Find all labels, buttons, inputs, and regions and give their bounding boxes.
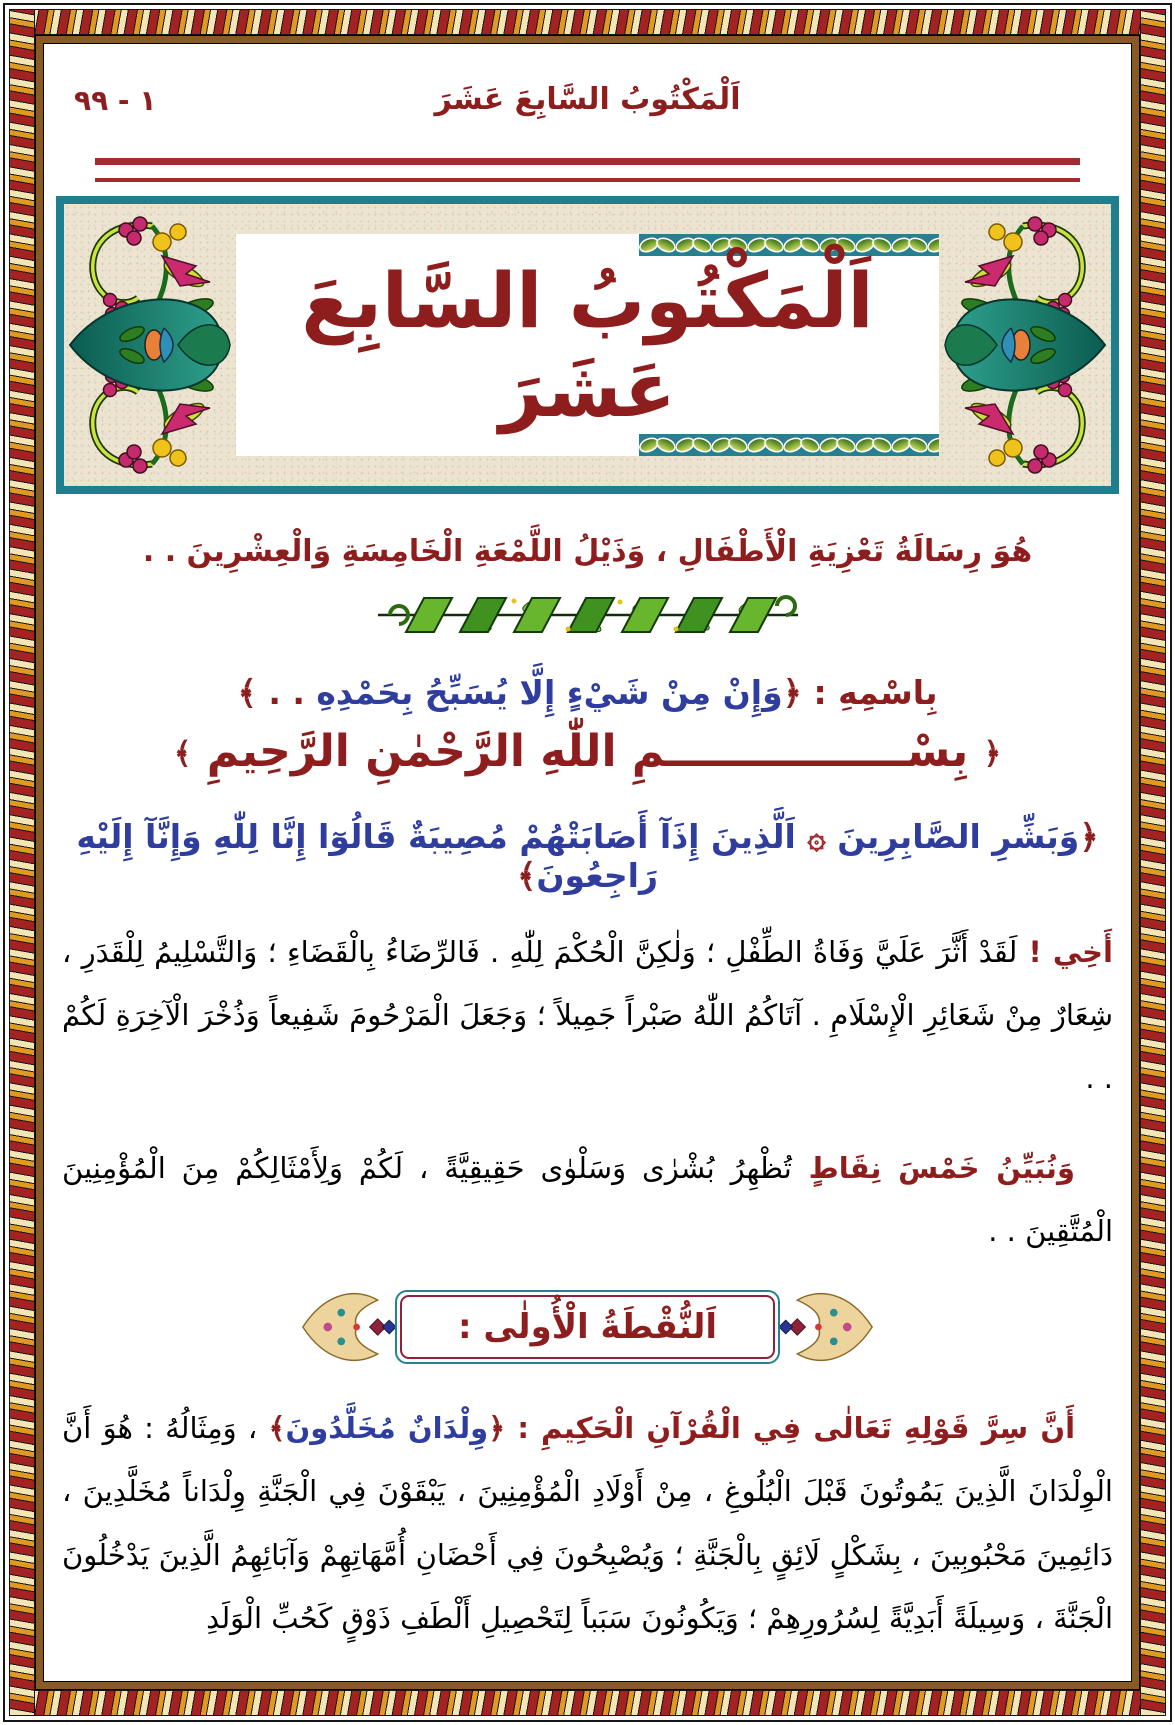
border-chain-left <box>9 9 35 1716</box>
leaf-garland-divider-icon <box>368 593 808 637</box>
verse-part2: اَلَّذِينَ إِذَآ أَصَابَتْهُمْ مُصِيبَةٌ قَالُوٓا إِنَّا لِلّٰهِ وَإِنَّآ إِلَيْهِ رَاجِعُونَ <box>76 817 808 895</box>
para2-lead: وَنُبَيِّنُ خَمْسَ نِقَاطٍ <box>791 1150 1075 1185</box>
verse-open-bracket: ﴿ <box>1079 817 1099 856</box>
ornate-close-bracket: . . ﴾ <box>237 673 317 712</box>
quran-verse-line <box>52 817 1123 895</box>
page-header <box>52 46 1123 134</box>
sprig-ornament-right-icon <box>780 1283 876 1371</box>
verse-close-bracket: ﴾ <box>517 856 537 895</box>
bismillah-left-ornament-icon: ﴾ <box>173 736 192 772</box>
para2-body: تُظْهِرُ بُشْرٰى وَسَلْوٰى حَقِيقِيَّةً ، لَكُمْ وَلِأَمْثَالِكُمْ مِنَ الْمُؤْمِنِينَ الْمُتَّقِينَ . . <box>62 1150 1113 1248</box>
leaf-chain-band-top <box>639 234 939 256</box>
border-chain-bottom <box>9 1690 1166 1716</box>
header-divider-rule <box>95 158 1080 182</box>
para3-lead: أَنَّ سِرَّ قَوْلِهِ تَعَالٰى فِي الْقُرْآنِ الْحَكِيمِ : <box>505 1411 1076 1446</box>
chapter-title: اَلْمَكْتُوبُ السَّابِعَ عَشَرَ <box>301 256 874 434</box>
point-heading-box <box>395 1290 780 1364</box>
quote-open-bracket: ﴿ <box>488 1411 506 1446</box>
leaf-chain-band-bottom <box>639 434 939 456</box>
bismillah-calligraphy <box>52 726 1123 777</box>
point-heading-box-inner <box>400 1295 775 1359</box>
paragraph-five-points <box>62 1137 1113 1263</box>
point-heading-row <box>52 1283 1123 1371</box>
bismillah-text: بِسْــــــــــــــــمِ اللّٰهِ الرَّحْمٰنِ الرَّحِيمِ <box>206 726 969 777</box>
para1-lead: أَخِي ! <box>1017 935 1113 969</box>
border-chain-right <box>1140 9 1166 1716</box>
bismillah-right-ornament-icon: ﴿ <box>983 736 1002 772</box>
title-box-panel <box>236 234 939 456</box>
border-chain-top <box>9 9 1166 35</box>
bismihi-label: بِاسْمِهِ : <box>801 673 938 712</box>
chapter-title-box <box>56 196 1119 494</box>
paragraph-condolence <box>62 921 1113 1111</box>
ornate-open-bracket: ﴿ <box>782 673 802 712</box>
paragraph-point-one <box>62 1397 1113 1650</box>
page-content <box>52 46 1123 1679</box>
quote-close-bracket: ﴾ <box>268 1411 286 1446</box>
page-number: ١ - ٩٩ <box>74 84 157 117</box>
para1-body: لَقَدْ أَثَّرَ عَلَيَّ وَفَاةُ الطِّفْلِ ؛ وَلٰكِنَّ الْحُكْمَ لِلّٰهِ . فَالرِّضَاءُ بِالْقَضَاءِ ؛ وَالتَّسْلِيمُ لِلْقَدَرِ ، شِعَارٌ مِنْ شَعَائِرِ الْإِسْلَامِ . آتَاكُمُ اللّٰهُ صَبْراً جَمِيلاً ؛ وَجَعَلَ الْمَرْحُومَ شَفِيعاً وَذُخْرَ الْآخِرَةِ لَكُمْ . . <box>62 935 1113 1096</box>
para3-body: ، وَمِثَالُهُ : هُوَ أَنَّ الْوِلْدَانَ الَّذِينَ يَمُوتُونَ قَبْلَ الْبُلُوغِ ، مِنْ أَوْلَادِ الْمُؤْمِنِينَ ، يَبْقَوْنَ فِي الْجَنَّةِ وِلْدَاناً مُخَلَّدِينَ ، دَائِمِينَ مَحْبُوبِينَ ، بِشَكْلٍ لَائِقٍ بِالْجَنَّةِ ؛ وَيُصْبِحُونَ فِي أَحْضَانِ أُمَّهَاتِهِمْ وَآبَائِهِمُ الَّذِينَ يَدْخُلُونَ الْجَنَّةَ ، وَسِيلَةً أَبَدِيَّةً لِسُرُورِهِمْ ؛ وَيَكُونُونَ سَبَباً لِتَحْصِيلِ أَلْطَفِ ذَوْقٍ كَحُبِّ الْوَلَدِ <box>62 1411 1113 1635</box>
para3-quran-quote: وِلْدَانٌ مُخَلَّدُونَ <box>285 1411 489 1446</box>
chapter-subtitle: هُوَ رِسَالَةُ تَعْزِيَةِ الْأَطْفَالِ ، وَذَيْلُ اللَّمْعَةِ الْخَامِسَةِ وَالْعِشْرِينَ . . <box>142 534 1033 569</box>
running-title: اَلْمَكْتُوبُ السَّابِعَ عَشَرَ <box>434 82 741 117</box>
rub-el-hizb-icon: ۞ <box>807 820 826 856</box>
basmala-intro-line <box>52 673 1123 712</box>
floral-ornament-right-edge <box>66 216 234 474</box>
point-one-heading: اَلنُّقْطَةُ الْأُولٰى : <box>457 1307 718 1348</box>
floral-ornament-left-edge <box>941 216 1109 474</box>
verse-part1: وَبَشِّرِ الصَّابِرِينَ <box>825 817 1080 856</box>
sprig-ornament-left-icon <box>299 1283 395 1371</box>
basmala-intro-verse: وَإِنْ مِنْ شَيْءٍ إِلَّا يُسَبِّحُ بِحَمْدِهِ <box>316 673 783 712</box>
